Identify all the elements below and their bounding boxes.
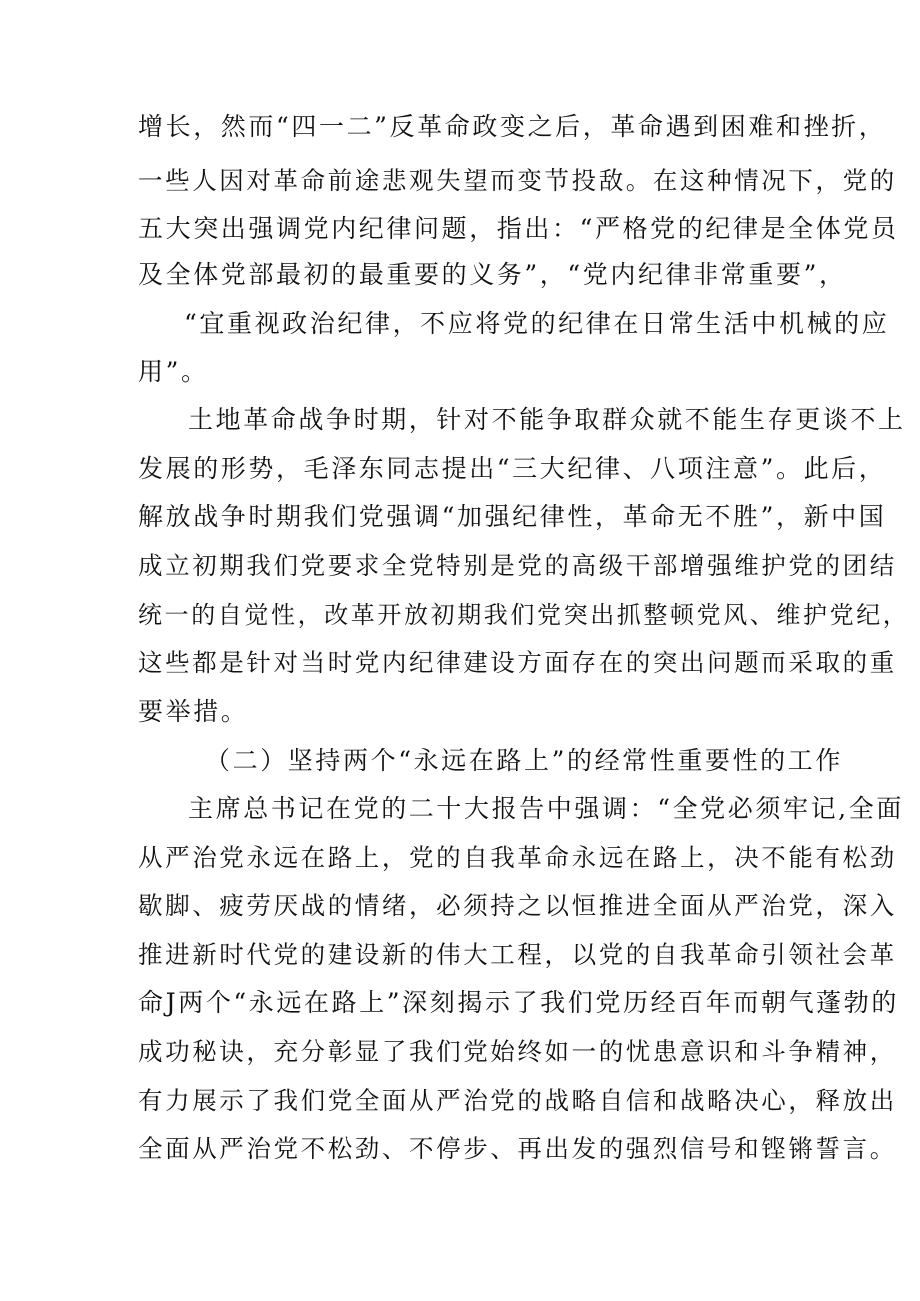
paragraph-3-line-6: 这些都是针对当时党内纪律建设方面存在的突出问题而采取的重 (138, 648, 897, 677)
paragraph-1-line-2: 一些人因对革命前途悲观失望而变节投敌。在这种情况下，党的 (138, 166, 897, 195)
paragraph-4-line-2: 从严治党永远在路上，党的自我革命永远在路上，决不能有松劲 (138, 843, 897, 872)
paragraph-4-line-4: 推进新时代党的建设新的伟大工程，以党的自我革命引领社会革 (138, 940, 897, 969)
paragraph-4-line-8: 全面从严治党不松劲、不停步、再出发的强烈信号和铿锵誓言。 (138, 1134, 897, 1163)
paragraph-4-line-3: 歇脚、疲劳厌战的情绪，必须持之以恒推进全面从严治党，深入 (138, 891, 897, 920)
paragraph-1-line-1: 增长，然而“四一二”反革命政变之后，革命遇到困难和挫折， (138, 112, 887, 141)
paragraph-3-line-1: 土地革命战争时期，针对不能争取群众就不能生存更谈不上 (188, 405, 906, 434)
paragraph-3-line-5: 统一的自觉性，改革开放初期我们党突出抓整顿党风、维护党纪， (138, 601, 910, 629)
paragraph-2-line-1: “宜重视政治纪律，不应将党的纪律在日常生活中机械的应 (184, 309, 890, 338)
paragraph-2-line-2: 用”。 (138, 357, 209, 386)
paragraph-1-line-3: 五大突出强调党内纪律问题，指出：“严格党的纪律是全体党员 (138, 214, 899, 243)
paragraph-4-line-1: 主席总书记在党的二十大报告中强调：“全党必须牢记,全面 (188, 794, 904, 823)
paragraph-3-line-2: 发展的形势，毛泽东同志提出“三大纪律、八项注意”。此后， (138, 454, 887, 483)
paragraph-1-line-4: 及全体党部最初的最重要的义务”，“党内纪律非常重要”， (138, 260, 847, 289)
paragraph-4-line-6: 成功秘诀，充分彰显了我们党始终如一的忧患意识和斗争精神， (138, 1037, 897, 1066)
paragraph-4-line-5: 命J两个“永远在路上”深刻揭示了我们党历经百年而朝气蓬勃的 (138, 988, 899, 1017)
paragraph-4-line-7: 有力展示了我们党全面从严治党的战略自信和战略决心，释放出 (138, 1086, 897, 1115)
section-heading: （二）坚持两个“永远在路上”的经常性重要性的工作 (205, 746, 843, 775)
paragraph-3-line-4: 成立初期我们党要求全党特别是党的高级干部增强维护党的团结 (138, 551, 897, 580)
paragraph-3-line-3: 解放战争时期我们党强调“加强纪律性，革命无不胜”，新中国 (138, 502, 887, 531)
paragraph-3-line-7: 要举措。 (138, 697, 249, 726)
